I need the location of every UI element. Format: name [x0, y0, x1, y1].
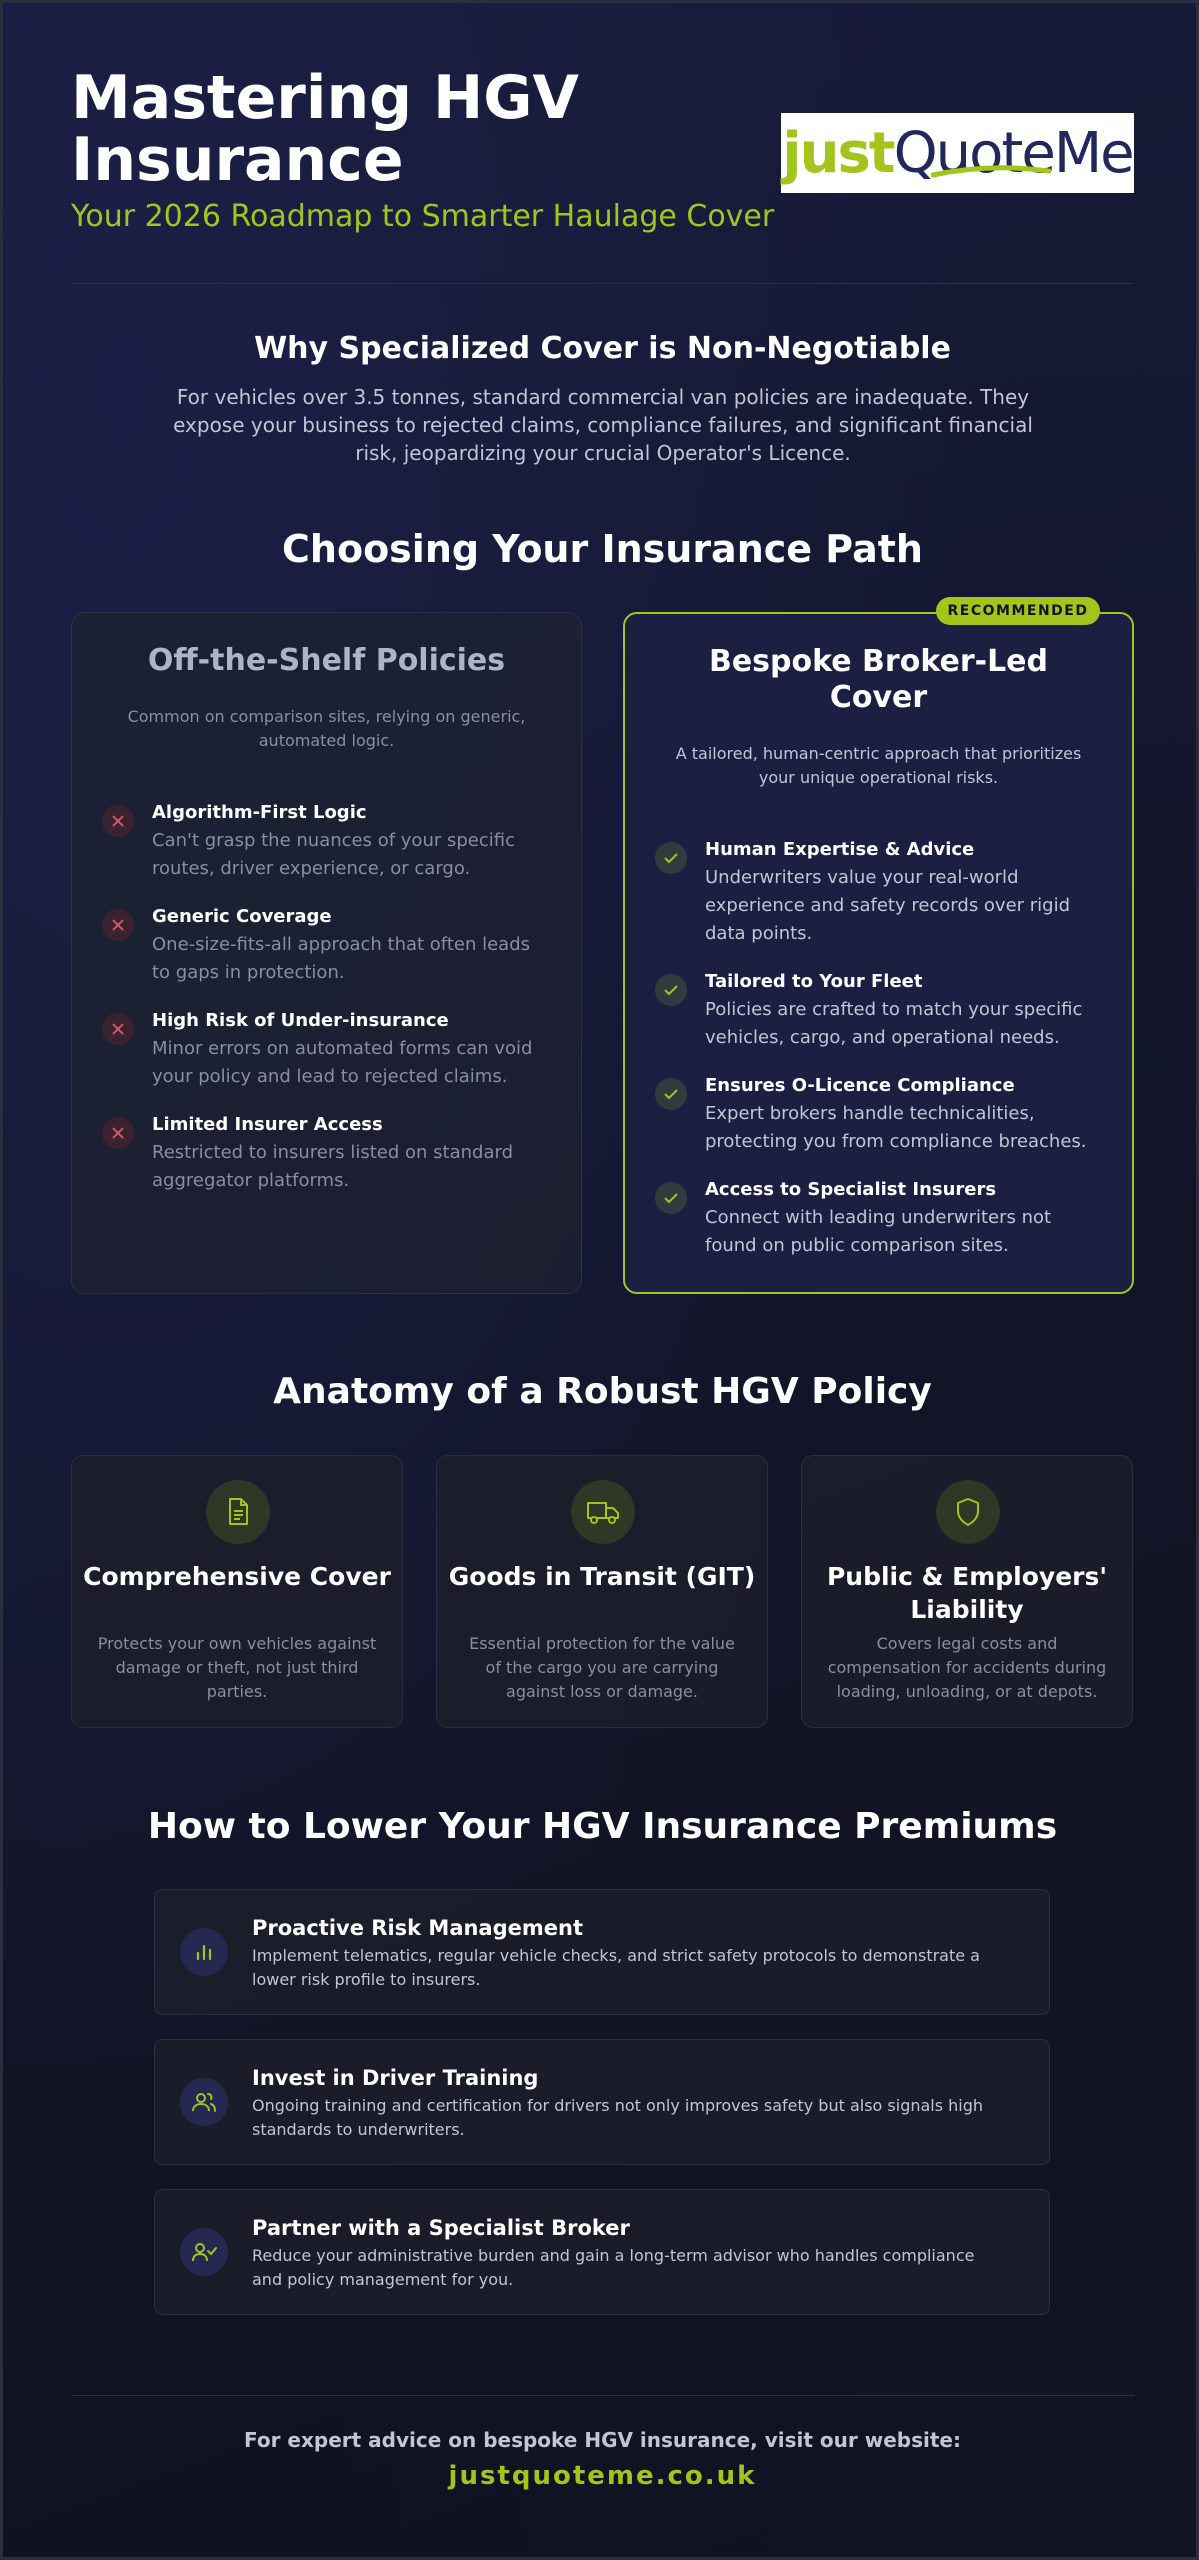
tip-title: Partner with a Specialist Broker: [252, 2216, 630, 2240]
feature-desc: Minor errors on automated forms can void your policy and lead to rejected claims.: [152, 1038, 533, 1087]
x-icon: [102, 1117, 134, 1149]
users-icon: [180, 2078, 228, 2126]
feature-title: Ensures O-Licence Compliance: [705, 1075, 1015, 1096]
feature-title: Algorithm-First Logic: [152, 802, 367, 823]
feature-title: Human Expertise & Advice: [705, 839, 975, 860]
shield-icon: [936, 1480, 1000, 1544]
bar-chart-icon: [180, 1928, 228, 1976]
header: [71, 63, 1134, 237]
bespoke-card: [623, 612, 1134, 1294]
anatomy-heading: Anatomy of a Robust HGV Policy: [273, 1371, 932, 1412]
check-icon: [655, 1182, 687, 1214]
tip-card: [154, 2189, 1050, 2315]
why-heading: Why Specialized Cover is Non-Negotiable: [254, 331, 951, 366]
recommended-badge: RECOMMENDED: [936, 597, 1100, 625]
feature-desc: One-size-fits-all approach that often leads to gaps in protection.: [152, 934, 530, 983]
website-link[interactable]: justquoteme.co.uk: [448, 2461, 757, 2491]
x-icon: [102, 1013, 134, 1045]
logo-swoosh-icon: [931, 165, 1051, 179]
tip-desc: Reduce your administrative burden and gain a long-term advisor who handles compliance and policy management for you.: [252, 2246, 975, 2289]
divider: [71, 2395, 1134, 2396]
check-icon: [655, 974, 687, 1006]
anatomy-card-desc: Essential protection for the value of the cargo you are carrying against loss or damage.: [469, 1634, 735, 1701]
anatomy-card-title: Public & Employers' Liability: [826, 1562, 1108, 1624]
user-check-icon: [180, 2228, 228, 2276]
off-the-shelf-card: [71, 612, 582, 1294]
check-icon: [655, 1078, 687, 1110]
x-icon: [102, 909, 134, 941]
tip-title: Invest in Driver Training: [252, 2066, 539, 2090]
feature-desc: Policies are crafted to match your specific vehicles, cargo, and operational needs.: [705, 999, 1083, 1048]
logo-text-just: just: [782, 120, 894, 186]
paths-heading: Choosing Your Insurance Path: [282, 527, 923, 571]
anatomy-card-title: Goods in Transit (GIT): [448, 1562, 756, 1591]
anatomy-card-title: Comprehensive Cover: [83, 1562, 391, 1591]
feature-desc: Restricted to insurers listed on standard aggregator platforms.: [152, 1142, 513, 1191]
page-title: Mastering HGV Insurance: [71, 63, 579, 195]
tip-title: Proactive Risk Management: [252, 1916, 583, 1940]
x-icon: [102, 805, 134, 837]
off-the-shelf-title: Off-the-Shelf Policies: [147, 643, 506, 678]
feature-desc: Connect with leading underwriters not found on public comparison sites.: [705, 1207, 1052, 1256]
bespoke-desc: A tailored, human-centric approach that prioritizes your unique operational risks.: [675, 744, 1082, 787]
feature-desc: Can't grasp the nuances of your specific routes, driver experience, or cargo.: [152, 830, 515, 879]
feature-title: High Risk of Under-insurance: [152, 1010, 449, 1031]
logo-text-quoteme: QuoteMe: [893, 120, 1133, 186]
anatomy-card: [801, 1455, 1133, 1728]
feature-title: Generic Coverage: [152, 906, 332, 927]
tip-card: [154, 1889, 1050, 2015]
divider: [71, 283, 1134, 284]
feature-title: Limited Insurer Access: [152, 1114, 383, 1135]
anatomy-card: [436, 1455, 768, 1728]
feature-title: Tailored to Your Fleet: [705, 971, 923, 992]
truck-icon: [571, 1480, 635, 1544]
check-icon: [655, 842, 687, 874]
document-icon: [206, 1480, 270, 1544]
feature-desc: Expert brokers handle technicalities, protecting you from compliance breaches.: [705, 1103, 1087, 1152]
footer-text: For expert advice on bespoke HGV insurance, visit our website:: [244, 2428, 961, 2452]
page-subtitle: Your 2026 Roadmap to Smarter Haulage Cover: [71, 199, 775, 234]
tip-card: [154, 2039, 1050, 2165]
anatomy-card: [71, 1455, 403, 1728]
tip-desc: Implement telematics, regular vehicle checks, and strict safety protocols to demonstrate a lower risk profile to insurers.: [252, 1946, 980, 1989]
feature-desc: Underwriters value your real-world experience and safety records over rigid data points.: [705, 867, 1071, 944]
off-the-shelf-desc: Common on comparison sites, relying on generic, automated logic.: [127, 707, 526, 750]
feature-title: Access to Specialist Insurers: [705, 1179, 997, 1200]
tips-heading: How to Lower Your HGV Insurance Premiums: [147, 1806, 1058, 1847]
justquoteme-logo[interactable]: [781, 113, 1134, 193]
tip-desc: Ongoing training and certification for drivers not only improves safety but also signals high standards to underwriters.: [252, 2096, 984, 2139]
bespoke-title: Bespoke Broker-Led Cover: [708, 644, 1049, 715]
anatomy-card-desc: Protects your own vehicles against damage or theft, not just third parties.: [97, 1634, 377, 1701]
anatomy-card-desc: Covers legal costs and compensation for accidents during loading, unloading, or at depots.: [827, 1634, 1107, 1701]
why-text: For vehicles over 3.5 tonnes, standard commercial van policies are inadequate. They expose your business to rejected claims, compliance failures, and significant financial risk, jeopardizing your crucial Operator's Licence.: [173, 385, 1033, 465]
